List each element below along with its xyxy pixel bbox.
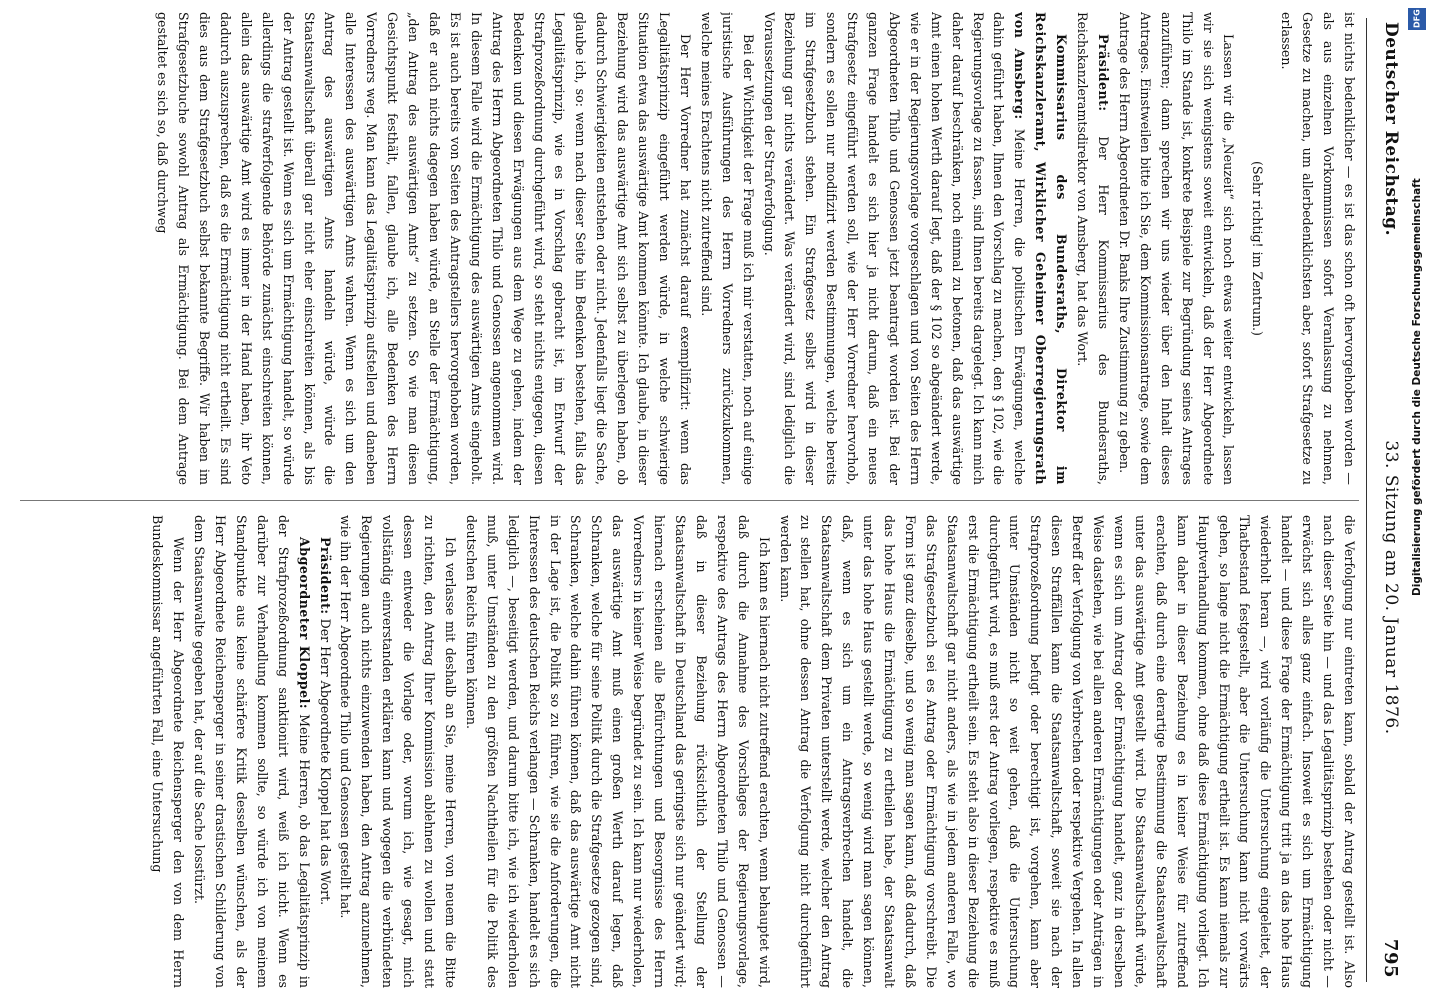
paragraph: [1071, 12, 1113, 485]
page-number: 795: [1380, 938, 1402, 978]
paragraph: Ich verlasse mit deshalb an Sie, meine Herren, von neuem die Bitte zu richten, den Antrag Ihrer Kommission ablehnen zu wollen und statt dessen entweder die Vorlage oder, worum ich, wie gesagt, mich vollständig einverstanden erklären kann und wogegen die verbündeten Regierungen auch nichts einzuwenden haben, den Antrag anzunehmen, wie ihn der Herr Abgeordnete Thilo und Genossen gestellt hat.: [338, 515, 459, 988]
paragraph-text: Der Herr Abgeordnete Kloppel hat das Wort.: [317, 618, 333, 906]
paragraph-text: Meine Herren, die politischen Erwägungen, welche dahin geführt haben, Ihnen den Vorschlag zu machen, den § 102, wie die Regierungsvorlage zu fassen, sind Ihnen bereits dargelegt. Ich kann mich daher darauf beschränken, noch einmal zu betonen, daß das auswärtige Amt einen hohen Werth darauf legt, daß der § 102 so abgeändert werde, wie er in der Regierungsvorlage vorgeschlagen und von Seiten des Herrn Abgeordneten Thilo und Genossen jetzt beantragt worden ist. Bei der ganzen Frage handelt es sich hier ja nicht darum, daß ein neues Strafgesetz eingeführt werden soll, wie der Herr Vorredner hervorhob, sondern es sollen nur modifizirt werden Bestimmungen, welche bereits im Strafgesetzbuch stehen. Ein Strafgesetz selbst wird in dieser Beziehung gar nichts verändert. Was verändert wird, sind lediglich die Voraussetzungen der Strafverfolgung.: [761, 12, 1028, 485]
header-publication: Deutscher Reichstag.: [1381, 22, 1401, 237]
interjection: (Sehr richtig! im Zentrum.): [1250, 161, 1266, 336]
paragraph: Lassen wir die „Neuzeit“ sich noch etwas weiter entwickeln, lassen wir sie sich wenigstens soweit entwickeln, daß der Herr Abgeordnete Thilo im Stande ist, konkrete Beispiele zur Begründung seines Antrages anzuführen; dann sprechen wir uns wieder über den Inhalt dieses Antrages. Einstweilen bitte ich Sie, dem Kommissionsantrage, sowie dem Antrage des Herrn Abgeordneten Dr. Banks Ihre Zustimmung zu geben.: [1116, 12, 1237, 485]
page-header: [1373, 22, 1409, 978]
paragraph-text: Meine Herren, ob das Legalitätsprinzip in der Strafprozeßordnung sanktionirt wird, weiß ich nicht. Wenn es darüber zur Verhandlung kommen sollte, so würde ich von meinem Standpunkte aus keine schärfere Kritik desselben wünschen, als der Herr Abgeordnete Reichensperger in seiner drastischen Schilderung von dem Staatsanwalte gegeben hat, der auf die Sache losstürzt.: [192, 515, 312, 988]
funding-note: Digitalisierung gefördert durch die Deutsche Forschungsgemeinschaft: [1411, 178, 1423, 596]
paragraph: [758, 12, 1072, 485]
dfg-logo: DFG: [1408, 8, 1426, 30]
header-rule: [1366, 18, 1367, 982]
speaker-name: Präsident:: [1096, 34, 1112, 112]
right-column: [20, 515, 1359, 988]
speaker-name: Abgeordneter Kloppel:: [296, 537, 312, 710]
paragraph: die Verfolgung nur eintreten kann, sobald der Antrag gestellt ist. Also nach dieser Seite hin — und das Legalitätsprinzip bestehen oder nicht — erwächst sich alles ganz einfach. Insoweit es sich um Ermächtigung handelt — und diese Frage der Ermächtigung tritt ja an das hohe Haus wiederholt heran —, wird vorläufig die Untersuchung eingeleitet, der Thatbestand festgestellt, aber die Untersuchung kann nicht vorwärts gehen, so lange nicht die Ermächtigung ertheilt ist. Es kann niemals zur Hauptverhandlung kommen, ohne daß diese Ermächtigung vorliegt. Ich kann daher in dieser Beziehung es in keiner Weise für zutreffend erachten, daß durch eine derartige Bestimmung die Staatsanwaltschaft unter das auswärtige Amt gestellt wird. Die Staatsanwaltschaft würde, wenn es sich um Antrag oder Ermächtigung handelt, ganz in derselben Weise dastehen, wie bei allen anderen Ermächtigungen oder Anträgen in Betreff der Verfolgung von Verbrechen oder respektive Vergehen. In allen diesen Straffällen kann die Staatsanwaltschaft, soweit sie nach der Strafprozeßordnung befugt oder berechtigt ist, vorgehen, kann aber unter Umständen nicht so weit gehen, daß die Untersuchung durchgeführt wird, es muß erst der Antrag vorliegen, respektive es muß erst die Ermächtigung ertheilt sein. Es steht also in dieser Beziehung die Staatsanwaltschaft gar nicht anders, als wie in jedem anderen Falle, wo das Strafgesetzbuch sei es Antrag oder Ermächtigung vorschreibt. Die Form ist ganz dieselbe, und so wenig man sagen kann, daß dadurch, daß das hohe Haus die Ermächtigung zu ertheilen habe, der Staatsanwalt unter das hohe Haus gestellt werde, so wenig wird man sagen können, daß, wenn es sich um ein Antragsverbrechen handelt, die Staatsanwaltschaft dem Privaten unterstellt werde, welcher den Antrag zu stellen hat, ohne dessen Antrag die Verfolgung nicht durchgeführt werden kann.: [777, 515, 1357, 988]
left-column: [20, 12, 1359, 485]
header-session: 33. Sitzung am 20. Januar 1876.: [1381, 440, 1401, 735]
paragraph: Wenn der Herr Abgeordnete Reichensperger den von dem Herrn Bundeskommissar angeführten Fall, eine Untersuchung: [150, 515, 187, 988]
paragraph: [314, 515, 335, 988]
document-page: [10, 0, 1415, 1000]
paragraph: Bei der Wichtigkeit der Frage muß ich mir verstatten, noch auf einige juristische Ausführungen des Herrn Vorredners zurückzukommen, welche meines Erachtens nicht zutreffend sind.: [698, 12, 756, 485]
speaker-name: Präsident:: [317, 537, 333, 615]
paragraph: Ich kann es hiernach nicht zutreffend erachten, wenn behauptet wird, daß durch die Annahme des Vorschlages der Regierungsvorlage, respektive des Antrags des Herrn Abgeordneten Thilo und Genossen — daß in dieser Beziehung rücksichtlich der Stellung der Staatsanwaltschaft in Deutschland das geringste sich nur geändert wird; hiernach erscheinen alle Befürchtungen und Besorgnisse des Herrn Vorredners in keiner Weise begründet zu sein. Ich kann nur wiederholen, das auswärtige Amt muß einen großen Werth darauf legen, daß Schranken, welche für seine Politik durch die Strafgesetze gezogen sind, Schranken, welche dahin führen können, daß das auswärtige Amt nicht in der Lage ist, die Politik so zu führen, wie sie die Anforderungen, die Interessen des deutschen Reichs verlangen — Schranken, handelt es sich lediglich —, beseitigt werden, und darum bitte ich, wie ich wiederholen muß, unter Umständen zu den größten Nachtheilen für die Politik des deutschen Reichs führen können.: [463, 515, 772, 988]
paragraph: [188, 515, 313, 988]
text-columns: [20, 12, 1359, 988]
paragraph: Der Herr Vorredner hat zunächst darauf exemplifizirt: wenn das Legalitätsprinzip eingeführt werden würde, in welche schwierige Situation etwa das auswärtige Amt kommen könnte. Ich glaube, in dieser Beziehung wird das auswärtige Amt sich selbst zu überlegen haben, ob dadurch Schwierigkeiten entstehen oder nicht. Jedenfalls liegt die Sache, glaube ich, so: wenn nach dieser Seite hin Bedenken bestehen, falls das Legalitätsprinzip, wie es in Vorschlag gebracht ist, im Entwurf der Strafprozeßordnung durchgeführt wird, so steht nichts entgegen, diesen Bedenken und diesen Erwägungen aus dem Wege zu gehen, indem der Antrag des Herrn Abgeordneten Thilo und Genossen angenommen wird. In diesem Falle wird die Ermächtigung des auswärtigen Amts eingeholt. Es ist auch bereits von Seiten des Antragstellers hervorgehoben worden, daß er auch nichts dagegen haben würde, an Stelle der Ermächtigung, „den Antrag des auswärtigen Amts“ zu setzen. So wie man diesen Gesichtspunkt festhält, fallen, glaube ich, alle Bedenken des Herrn Vorredners weg. Man kann das Legalitätsprinzip aufstellen und daneben alle Interessen des auswärtigen Amts wahren. Wenn es sich um den Antrag des auswärtigen Amts handeln würde, würde die Staatsanwaltschaft überall gar nicht eher einschreiten können, als bis der Antrag gestellt ist. Wenn es sich um Ermächtigung handelt, so würde allerdings die strafverfolgende Behörde zunächst einschreiten können, allein das auswärtige Amt wird es immer in der Hand haben, ihr Veto dadurch auszusprechen, daß es die Ermächtigung nicht ertheilt. Es sind dies aus dem Strafgesetzbuch selbst bekannte Begriffe. Wir haben im Strafgesetzbuche sowohl Antrag als Ermächtigung. Bei dem Antrage gestaltet es sich so, daß durchweg: [155, 12, 693, 485]
paragraph-text: Der Herr Kommissarius des Bundesraths, Reichskanzleramtsdirektor von Amsberg, hat das Wort.: [1075, 12, 1112, 485]
paragraph: ist nichts bedenklicher — es ist das schon oft hervorgehoben worden — als aus einzelnen Vorkommnissen sofort Veranlassung zu nehmen, Gesetze zu machen, um allerbedenklichsten aber, sofort Strafgesetze zu erlassen.: [1279, 12, 1357, 485]
speaker-name: Kommissarius des Bundesraths, Direktor im Reichskanzleramt, Wirklicher Geheimer Oberregierungsrath von Amsberg:: [1012, 12, 1070, 485]
